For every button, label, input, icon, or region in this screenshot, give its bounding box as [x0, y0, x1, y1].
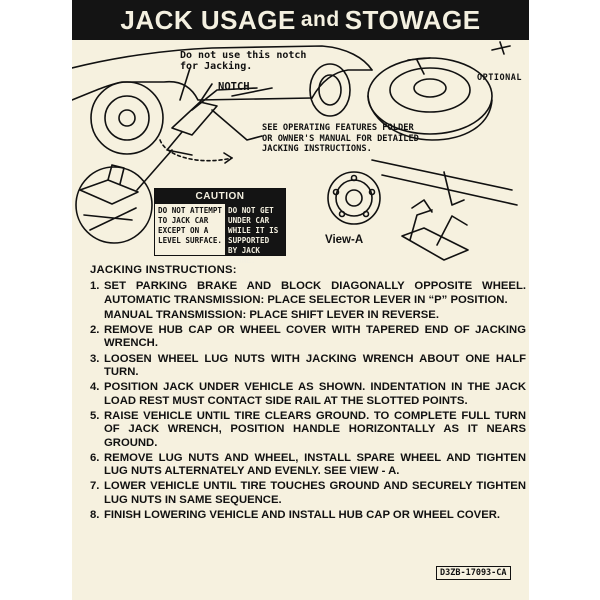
- caution-right-text: DO NOT GET UNDER CAR WHILE IT IS SUPPORTED BY JACK ALONE.: [225, 204, 285, 255]
- instruction-step: [90, 353, 526, 380]
- instruction-step: [90, 480, 526, 507]
- title-stowage: STOWAGE: [344, 4, 481, 35]
- step-number: 7.: [90, 480, 100, 493]
- title-jack-usage: JACK USAGE: [120, 4, 296, 35]
- step-number: 2.: [90, 324, 100, 337]
- jack-decal: [72, 0, 529, 600]
- step-text: RAISE VEHICLE UNTIL TIRE CLEARS GROUND. TO COMPLETE FULL TURN OF JACK WRENCH, POSITION HANDLE HORIZONTALLY AS IT NEARS GROUND.: [104, 409, 526, 449]
- step-number: 3.: [90, 352, 100, 365]
- title-bar: [72, 0, 529, 40]
- instruction-step: [90, 381, 526, 408]
- step-text: POSITION JACK UNDER VEHICLE AS SHOWN. INDENTATION IN THE JACK LOAD REST MUST CONTACT SIDE RAIL AT THE SLOTTED POINTS.: [104, 381, 526, 407]
- optional-label: OPTIONAL: [477, 73, 522, 83]
- notch-label: NOTCH: [218, 81, 250, 93]
- instruction-step: [90, 410, 526, 450]
- step-number: 6.: [90, 451, 100, 464]
- notch-warning-label: Do not use this notch for Jacking.: [180, 50, 307, 72]
- instructions-heading: JACKING INSTRUCTIONS:: [90, 264, 237, 276]
- step-text: LOWER VEHICLE UNTIL TIRE TOUCHES GROUND AND SECURELY TIGHTEN LUG NUTS IN SAME SEQUENCE.: [104, 480, 526, 506]
- step-text: REMOVE HUB CAP OR WHEEL COVER WITH TAPERED END OF JACKING WRENCH.: [104, 324, 526, 350]
- part-number: D3ZB-17093-CA: [436, 566, 511, 580]
- step-text: SET PARKING BRAKE AND BLOCK DIAGONALLY OPPOSITE WHEEL. AUTOMATIC TRANSMISSION: PLACE SELECTOR LEVER IN “P” POSITION.: [104, 280, 526, 306]
- step-number: 5.: [90, 409, 100, 422]
- step-text: FINISH LOWERING VEHICLE AND INSTALL HUB CAP OR WHEEL COVER.: [104, 509, 501, 522]
- car-lower-body: [72, 82, 312, 100]
- caution-heading: CAUTION: [155, 189, 285, 204]
- step-subtext: MANUAL TRANSMISSION: PLACE SHIFT LEVER IN REVERSE.: [104, 308, 439, 321]
- jack-sketch: [172, 102, 217, 135]
- inset-detail: [76, 167, 152, 243]
- see-manual-label: SEE OPERATING FEATURES FOLDER OR OWNER'S MANUAL FOR DETAILED JACKING INSTRUCTIONS.: [262, 123, 419, 154]
- step-text: REMOVE LUG NUTS AND WHEEL, INSTALL SPARE WHEEL AND TIGHTEN LUG NUTS ALTERNATELY AND EVENLY. SEE VIEW - A.: [104, 451, 526, 478]
- caution-box: [154, 188, 286, 265]
- step-text: LOOSEN WHEEL LUG NUTS WITH JACKING WRENCH ABOUT ONE HALF TURN.: [104, 352, 526, 379]
- instruction-step: [90, 280, 526, 322]
- instruction-step: [90, 509, 526, 522]
- step-number: 4.: [90, 381, 100, 394]
- caution-left-text: DO NOT ATTEMPT TO JACK CAR EXCEPT ON A LEVEL SURFACE.: [158, 206, 223, 245]
- step-number: 1.: [90, 280, 100, 293]
- step-number: 8.: [90, 509, 100, 522]
- instruction-step: [90, 452, 526, 479]
- title-and: and: [300, 8, 340, 31]
- instruction-step: [90, 324, 526, 351]
- view-a-label: View-A: [325, 234, 364, 246]
- car-wheel-left: [91, 82, 163, 154]
- jacking-instructions: [90, 264, 526, 522]
